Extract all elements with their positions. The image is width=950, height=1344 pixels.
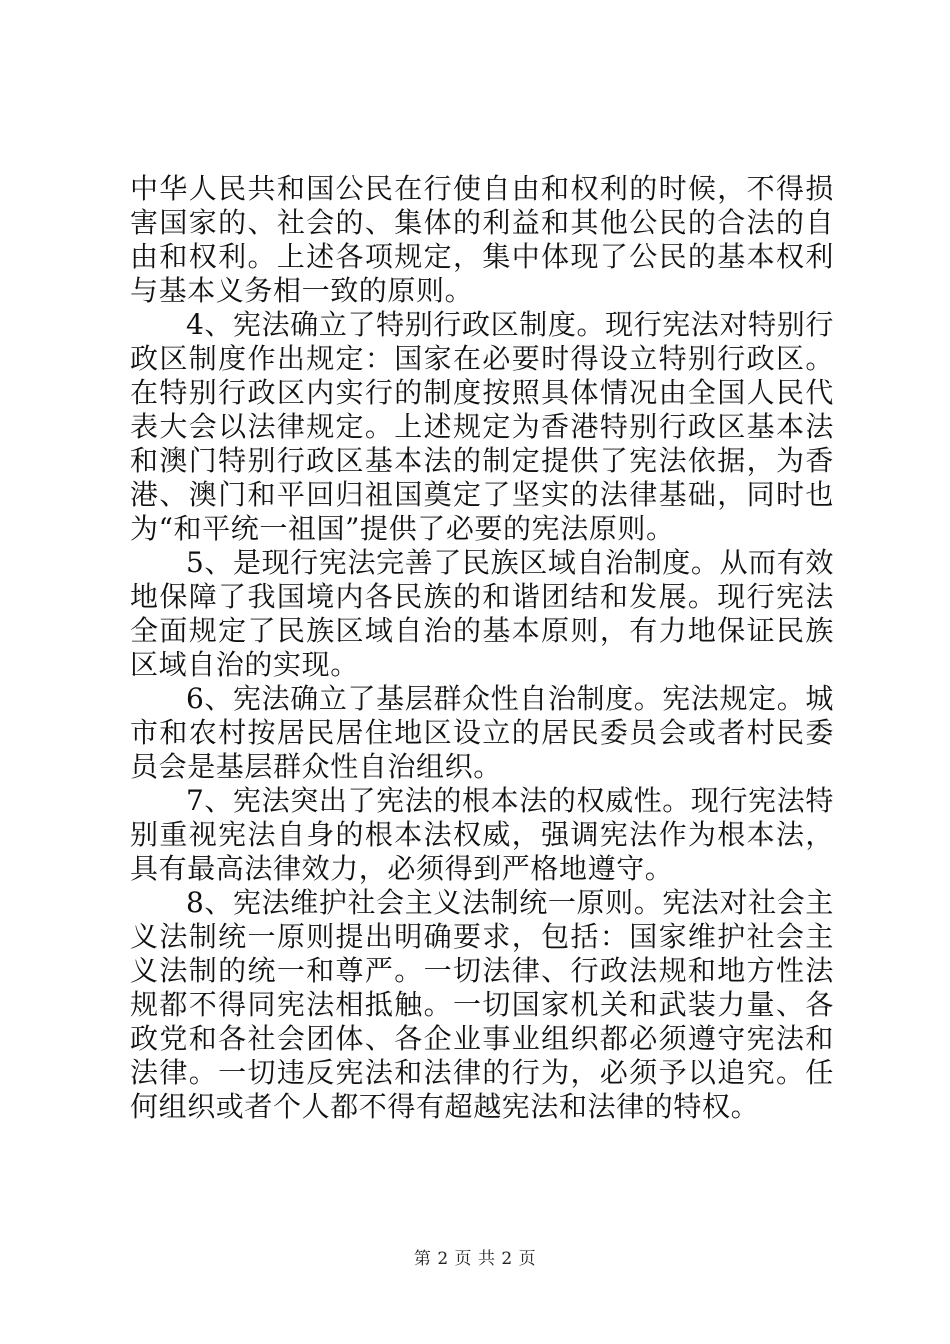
paragraph-ethnic-regional-autonomy: 5、是现行宪法完善了民族区域自治制度。从而有效地保障了我国境内各民族的和谐团结和发展。现行宪法全面规定了民族区域自治的基本原则，有力地保证民族区域自治的实现。 bbox=[130, 546, 834, 681]
document-body bbox=[130, 172, 834, 1124]
paragraph-fundamental-law-authority: 7、宪法突出了宪法的根本法的权威性。现行宪法特别重视宪法自身的根本法权威，强调宪法作为根本法，具有最高法律效力，必须得到严格地遵守。 bbox=[130, 784, 834, 885]
paragraph-special-administrative-region: 4、宪法确立了特别行政区制度。现行宪法对特别行政区制度作出规定：国家在必要时得设立特别行政区。在特别行政区内实行的制度按照具体情况由全国人民代表大会以法律规定。上述规定为香港特别行政区基本法和澳门特别行政区基本法的制定提供了宪法依据，为香港、澳门和平回归祖国奠定了坚实的法律基础，同时也为“和平统一祖国”提供了必要的宪法原则。 bbox=[130, 308, 834, 545]
page-number-footer: 第 2 页 共 2 页 bbox=[413, 1249, 537, 1269]
paragraph-grassroots-self-governance: 6、宪法确立了基层群众性自治制度。宪法规定。城市和农村按居民居住地区设立的居民委员会或者村民委员会是基层群众性自治组织。 bbox=[130, 682, 834, 783]
paragraph-continuation: 中华人民共和国公民在行使自由和权利的时候，不得损害国家的、社会的、集体的利益和其他公民的合法的自由和权利。上述各项规定，集中体现了公民的基本权利与基本义务相一致的原则。 bbox=[130, 172, 834, 307]
paragraph-legal-system-unity: 8、宪法维护社会主义法制统一原则。宪法对社会主义法制统一原则提出明确要求，包括：国家维护社会主义法制的统一和尊严。一切法律、行政法规和地方性法规都不得同宪法相抵触。一切国家机关和武装力量、各政党和各社会团体、各企业事业组织都必须遵守宪法和法律。一切违反宪法和法律的行为，必须予以追究。任何组织或者个人都不得有超越宪法和法律的特权。 bbox=[130, 886, 834, 1123]
